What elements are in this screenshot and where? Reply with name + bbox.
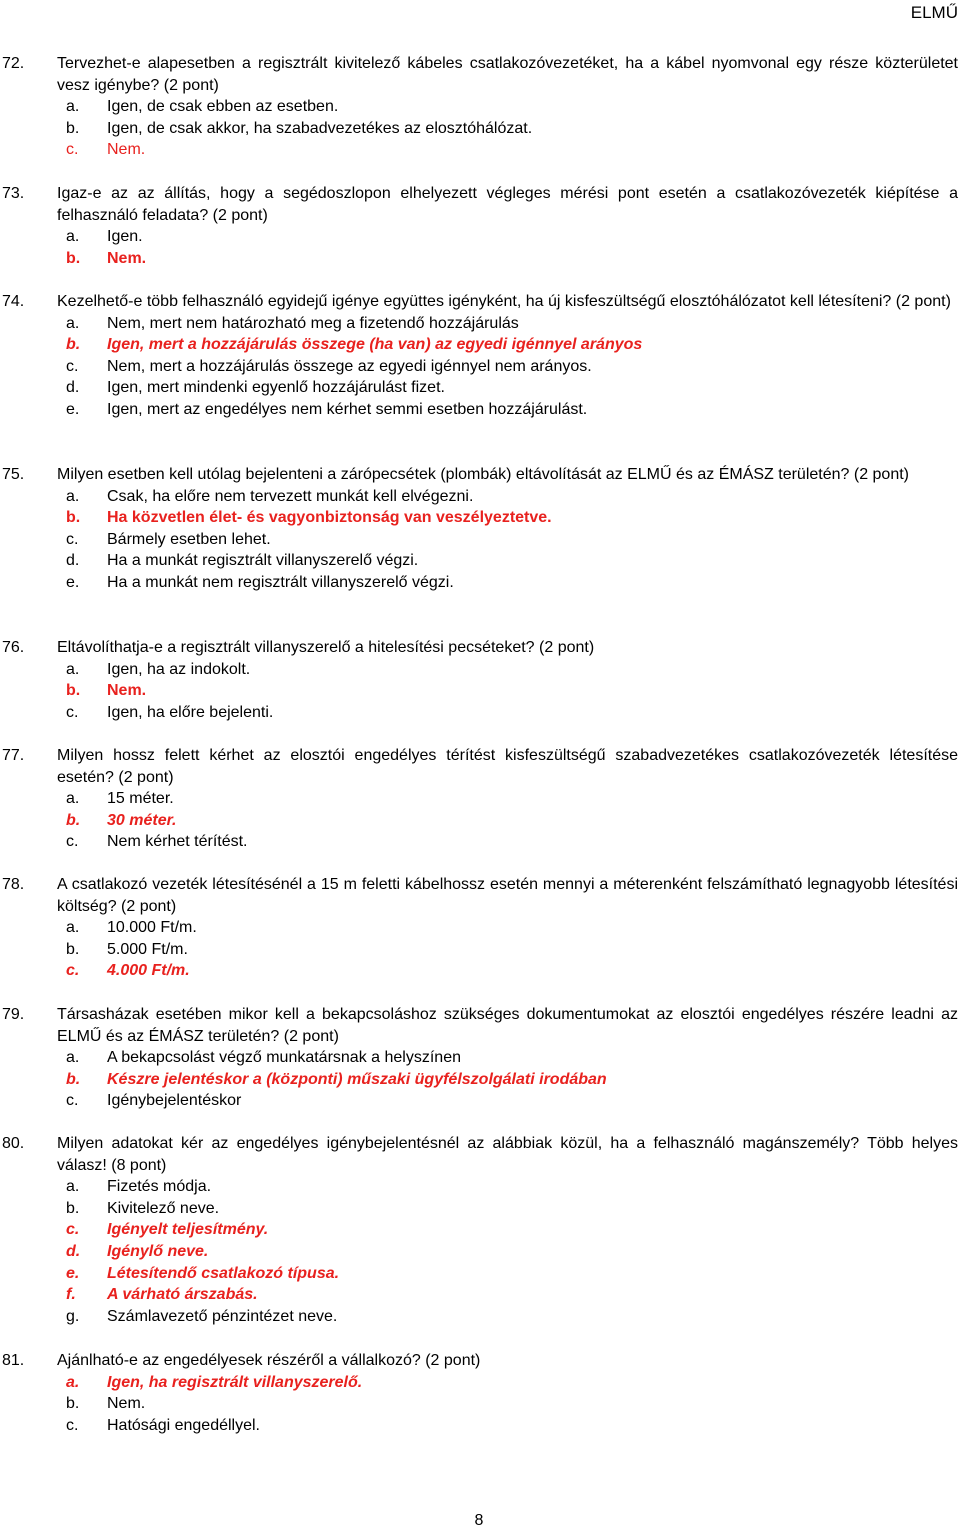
answer-option <box>0 1176 958 1198</box>
question-74 <box>0 291 958 421</box>
option-text: Igen, mert a hozzájárulás összege (ha van) az egyedi igénnyel arányos <box>107 336 643 354</box>
question-stem <box>0 1350 958 1372</box>
option-text: Nem, mert nem határozható meg a fizetendő hozzájárulás <box>107 314 519 332</box>
question-79 <box>0 1004 958 1112</box>
question-78 <box>0 874 958 982</box>
option-letter: b. <box>66 811 81 829</box>
option-text: Nem. <box>107 1395 146 1413</box>
option-text: Hatósági engedéllyel. <box>107 1416 260 1434</box>
question-stem <box>0 1133 958 1176</box>
question-text: Milyen adatokat kér az engedélyes igénybejelentésnél az alábbiak közül, ha a felhasználó magánszemély? Több helyes válasz! (8 pont) <box>57 1135 958 1174</box>
answer-option <box>0 572 958 594</box>
option-letter: a. <box>66 919 80 937</box>
option-text: Ha a munkát regisztrált villanyszerelő végzi. <box>107 552 419 570</box>
answer-option-correct <box>0 1284 958 1306</box>
question-75 <box>0 464 958 594</box>
option-text: Ha közvetlen élet- és vagyonbiztonság van veszélyeztetve. <box>107 509 552 527</box>
question-text: Eltávolíthatja-e a regisztrált villanyszerelő a hitelesítési pecséteket? (2 pont) <box>57 639 595 656</box>
answer-option <box>0 96 958 118</box>
option-text: Igen, de csak akkor, ha szabadvezetékes az elosztóhálózat. <box>107 119 533 137</box>
option-text: Nem. <box>107 249 147 267</box>
option-text: Igen, mert az engedélyes nem kérhet semmi esetben hozzájárulást. <box>107 400 588 418</box>
option-text: Kivitelező neve. <box>107 1199 220 1217</box>
answer-option <box>0 917 958 939</box>
option-letter: e. <box>66 1264 80 1282</box>
option-letter: b. <box>66 940 80 958</box>
answer-option <box>0 1306 958 1328</box>
answer-option <box>0 313 958 335</box>
question-text: Igaz-e az az állítás, hogy a segédoszlopon elhelyezett végleges mérési pont esetén a csatlakozóvezeték kiépítése a felhasználó feladata? (2 pont) <box>57 185 958 224</box>
option-letter: d. <box>66 1242 81 1260</box>
option-letter: a. <box>66 314 80 332</box>
option-text: Létesítendő csatlakozó típusa. <box>107 1264 340 1282</box>
option-letter: a. <box>66 790 80 808</box>
option-text: Igen, ha előre bejelenti. <box>107 703 274 721</box>
option-letter: b. <box>66 509 81 527</box>
option-text: Igen, de csak ebben az esetben. <box>107 98 339 116</box>
question-stem <box>0 183 958 226</box>
option-text: Igen, ha az indokolt. <box>107 660 251 678</box>
question-text: Milyen hossz felett kérhet az elosztói engedélyes térítést kisfeszültségű szabadvezetékes csatlakozóvezeték létesítése esetén? (2 pont) <box>57 747 958 786</box>
option-text: 5.000 Ft/m. <box>107 940 188 958</box>
question-text: A csatlakozó vezeték létesítésénél a 15 m feletti kábelhossz esetén mennyi a méterenként felszámítható legnagyobb létesítési költség? (2 pont) <box>57 876 958 915</box>
option-letter: c. <box>66 357 79 375</box>
question-text: Tervezhet-e alapesetben a regisztrált kivitelező kábeles csatlakozóvezetéket, ha a kábel nyomvonal egy része közterületet vesz igénybe? (2 pont) <box>57 55 958 94</box>
option-letter: c. <box>66 1416 79 1434</box>
answer-option <box>0 659 958 681</box>
answer-option <box>0 399 958 421</box>
option-text: Igénylő neve. <box>107 1242 209 1260</box>
answer-option <box>0 118 958 140</box>
option-letter: b. <box>66 1070 81 1088</box>
option-letter: b. <box>66 682 81 700</box>
option-letter: b. <box>66 119 80 137</box>
option-text: Nem kérhet térítést. <box>107 833 248 851</box>
answer-option-correct <box>0 139 958 161</box>
option-text: Csak, ha előre nem tervezett munkát kell elvégezni. <box>107 487 474 505</box>
option-text: A várható árszabás. <box>107 1286 258 1304</box>
question-stem <box>0 874 958 917</box>
question-73 <box>0 183 958 269</box>
option-letter: c. <box>66 1221 80 1239</box>
question-81 <box>0 1350 958 1436</box>
answer-option-correct <box>0 960 958 982</box>
option-letter: a. <box>66 487 80 505</box>
question-stem <box>0 1004 958 1047</box>
option-letter: b. <box>66 1199 80 1217</box>
option-text: Ha a munkát nem regisztrált villanyszerelő végzi. <box>107 573 454 591</box>
answer-option <box>0 702 958 724</box>
option-letter: e. <box>66 573 80 591</box>
option-letter: e. <box>66 400 80 418</box>
page-number: 8 <box>474 1512 484 1529</box>
option-letter: c. <box>66 1092 79 1110</box>
option-letter: f. <box>66 1286 76 1304</box>
answer-option <box>0 356 958 378</box>
option-letter: a. <box>66 1178 80 1196</box>
answer-option-correct <box>0 1241 958 1263</box>
answer-option-correct <box>0 1263 958 1285</box>
answer-option-correct <box>0 507 958 529</box>
option-letter: a. <box>66 98 80 116</box>
question-number: 73. <box>2 185 25 202</box>
document-header: ELMŰ <box>910 3 958 22</box>
option-text: Nem. <box>107 141 146 159</box>
answer-option-correct <box>0 1069 958 1091</box>
answer-option <box>0 788 958 810</box>
option-letter: c. <box>66 962 80 980</box>
answer-option <box>0 1198 958 1220</box>
answer-option <box>0 939 958 961</box>
option-letter: c. <box>66 141 79 159</box>
option-text: Nem. <box>107 682 147 700</box>
answer-option-correct <box>0 1372 958 1394</box>
question-77 <box>0 745 958 853</box>
question-text: Társasházak esetében mikor kell a bekapcsoláshoz szükséges dokumentumokat az elosztói engedélyes részére leadni az ELMŰ és az ÉMÁSZ területén? (2 pont) <box>57 1006 958 1045</box>
option-text: Igen, mert mindenki egyenlő hozzájárulást fizet. <box>107 379 445 397</box>
option-text: Igen, ha regisztrált villanyszerelő. <box>107 1373 363 1391</box>
answer-option <box>0 1393 958 1415</box>
answer-option-correct <box>0 334 958 356</box>
question-76 <box>0 637 958 723</box>
option-letter: d. <box>66 379 80 397</box>
question-stem <box>0 637 958 659</box>
question-number: 78. <box>2 876 25 893</box>
answer-option <box>0 529 958 551</box>
option-letter: a. <box>66 660 80 678</box>
question-80 <box>0 1133 958 1327</box>
question-number: 76. <box>2 639 25 656</box>
option-letter: d. <box>66 552 80 570</box>
question-number: 80. <box>2 1135 25 1152</box>
answer-option-correct <box>0 1219 958 1241</box>
option-text: Bármely esetben lehet. <box>107 530 271 548</box>
question-stem <box>0 745 958 788</box>
option-text: 15 méter. <box>107 790 174 808</box>
option-letter: a. <box>66 1049 80 1067</box>
option-letter: a. <box>66 1373 80 1391</box>
answer-option-correct <box>0 810 958 832</box>
question-stem <box>0 464 958 486</box>
option-text: Készre jelentéskor a (központi) műszaki ügyfélszolgálati irodában <box>107 1070 607 1088</box>
option-letter: a. <box>66 228 80 246</box>
question-number: 77. <box>2 747 25 764</box>
option-text: Igényelt teljesítmény. <box>107 1221 269 1239</box>
option-letter: c. <box>66 833 79 851</box>
question-number: 72. <box>2 55 25 72</box>
option-text: Számlavezető pénzintézet neve. <box>107 1307 338 1325</box>
answer-option <box>0 1090 958 1112</box>
question-text: Ajánlható-e az engedélyesek részéről a vállalkozó? (2 pont) <box>57 1352 481 1369</box>
option-letter: b. <box>66 336 81 354</box>
answer-option <box>0 486 958 508</box>
option-text: 30 méter. <box>107 811 177 829</box>
answer-option <box>0 1047 958 1069</box>
option-letter: c. <box>66 530 79 548</box>
question-stem <box>0 291 958 313</box>
answer-option-correct <box>0 680 958 702</box>
option-text: A bekapcsolást végző munkatársnak a helyszínen <box>107 1049 461 1067</box>
option-text: 10.000 Ft/m. <box>107 919 197 937</box>
option-text: Nem, mert a hozzájárulás összege az egyedi igénnyel nem arányos. <box>107 357 592 375</box>
question-number: 74. <box>2 293 25 310</box>
question-number: 79. <box>2 1006 25 1023</box>
option-text: 4.000 Ft/m. <box>107 962 190 980</box>
question-text: Kezelhető-e több felhasználó egyidejű igénye együttes igényként, ha új kisfeszültségű elosztóhálózatot kell létesíteni? (2 pont) <box>57 293 951 310</box>
question-stem <box>0 53 958 96</box>
question-number: 75. <box>2 466 25 483</box>
answer-option-correct <box>0 248 958 270</box>
option-letter: c. <box>66 703 79 721</box>
question-text: Milyen esetben kell utólag bejelenteni a zárópecsétek (plombák) eltávolítását az ELMŰ és az ÉMÁSZ területén? (2 pont) <box>57 466 909 483</box>
answer-option <box>0 550 958 572</box>
option-text: Igen. <box>107 228 143 246</box>
answer-option <box>0 226 958 248</box>
question-72 <box>0 53 958 161</box>
option-letter: b. <box>66 249 81 267</box>
option-letter: g. <box>66 1307 80 1325</box>
answer-option <box>0 831 958 853</box>
option-text: Igénybejelentéskor <box>107 1092 242 1110</box>
option-text: Fizetés módja. <box>107 1178 212 1196</box>
question-number: 81. <box>2 1352 25 1369</box>
answer-option <box>0 1415 958 1437</box>
answer-option <box>0 377 958 399</box>
option-letter: b. <box>66 1395 80 1413</box>
